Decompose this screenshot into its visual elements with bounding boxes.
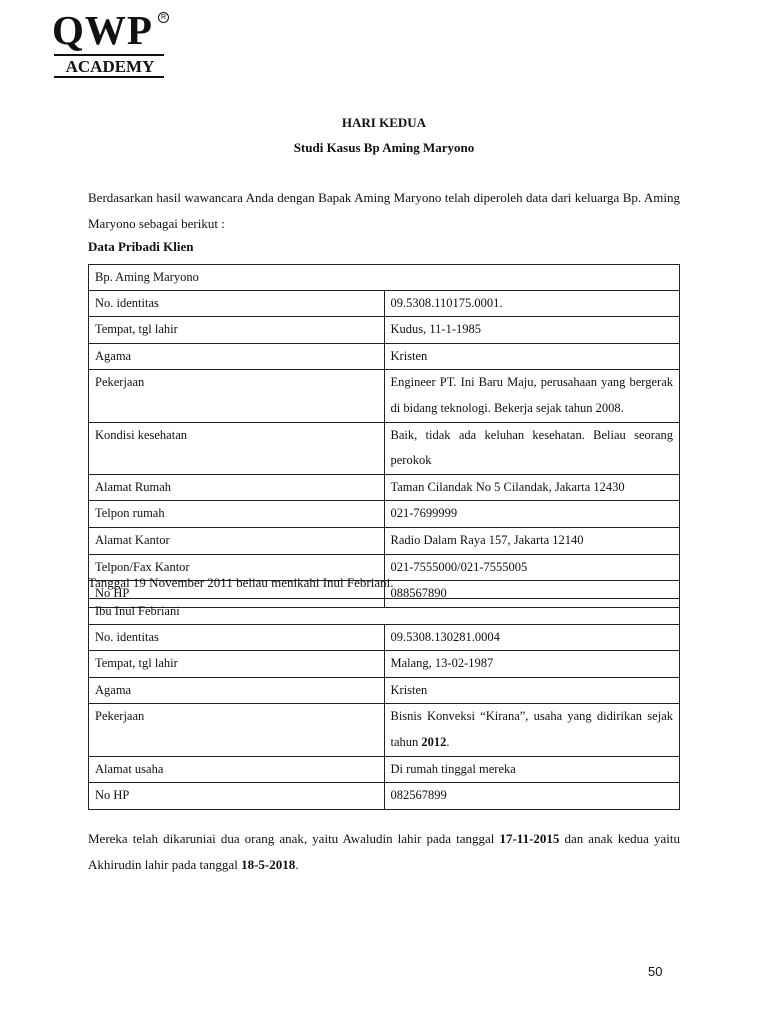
row-label: No HP	[89, 581, 385, 608]
row-label: Tempat, tgl lahir	[89, 651, 385, 678]
row-value	[384, 704, 680, 756]
logo-subtitle: ACADEMY	[65, 57, 155, 76]
row-value: Baik, tidak ada keluhan kesehatan. Beliau seorang perokok	[384, 422, 680, 474]
row-label: Alamat Kantor	[89, 527, 385, 554]
table-row	[89, 501, 680, 528]
page-subtitle: Studi Kasus Bp Aming Maryono	[293, 140, 475, 155]
row-label: Telpon rumah	[89, 501, 385, 528]
spouse-name-cell: Ibu Inul Febriani	[89, 599, 680, 625]
table-row	[89, 651, 680, 678]
row-label: Telpon/Fax Kantor	[89, 554, 385, 581]
marriage-note: Tanggal 19 November 2011 beliau menikahi Inul Febriani.	[88, 575, 394, 590]
table-row	[89, 756, 680, 783]
birth-date-1: 17-11-2015	[499, 831, 560, 846]
qwp-academy-logo	[50, 7, 170, 78]
table-row	[89, 290, 680, 317]
section-title: Data Pribadi Klien	[88, 239, 194, 254]
row-label: No HP	[89, 783, 385, 810]
job-text: Bisnis Konveksi “Kirana”, usaha yang didirikan sejak tahun	[390, 709, 673, 749]
row-value: Taman Cilandak No 5 Cilandak, Jakarta 12430	[384, 474, 680, 501]
row-value: Kristen	[384, 677, 680, 704]
row-label: Agama	[89, 677, 385, 704]
table-row	[89, 317, 680, 344]
row-label: Alamat Rumah	[89, 474, 385, 501]
page-number: 50	[648, 964, 663, 979]
table-row	[89, 370, 680, 422]
row-label: Tempat, tgl lahir	[89, 317, 385, 344]
children-text-1: Mereka telah dikaruniai dua orang anak, yaitu Awaludin lahir pada tanggal	[88, 831, 500, 846]
row-value: Malang, 13-02-1987	[384, 651, 680, 678]
table-row	[89, 527, 680, 554]
row-label: Kondisi kesehatan	[89, 422, 385, 474]
registered-mark-icon: R	[158, 12, 169, 23]
row-label: Agama	[89, 343, 385, 370]
table-row	[89, 677, 680, 704]
founding-year: 2012	[421, 734, 447, 749]
row-label: No. identitas	[89, 290, 385, 317]
row-value: Kudus, 11-1-1985	[384, 317, 680, 344]
row-value: Kristen	[384, 343, 680, 370]
row-value: 09.5308.110175.0001.	[384, 290, 680, 317]
logo-rule-top	[54, 54, 164, 56]
row-value: Di rumah tinggal mereka	[384, 756, 680, 783]
logo-wordmark: QWP	[52, 7, 153, 53]
table-row	[89, 624, 680, 651]
row-value: 088567890	[384, 581, 680, 608]
row-value: 021-7699999	[384, 501, 680, 528]
row-value: Radio Dalam Raya 157, Jakarta 12140	[384, 527, 680, 554]
page-title: HARI KEDUA	[341, 115, 427, 130]
children-paragraph	[88, 826, 680, 878]
row-label: Alamat usaha	[89, 756, 385, 783]
intro-paragraph: Berdasarkan hasil wawancara Anda dengan Bapak Aming Maryono telah diperoleh data dari keluarga Bp. Aming Maryono sebagai berikut :	[88, 190, 680, 231]
row-value: 09.5308.130281.0004	[384, 624, 680, 651]
row-value: 021-7555000/021-7555005	[384, 554, 680, 581]
spouse-data-table	[88, 598, 680, 810]
row-label: Pekerjaan	[89, 370, 385, 422]
table-header-row	[89, 265, 680, 291]
row-value: Engineer PT. Ini Baru Maju, perusahaan yang bergerak di bidang teknologi. Bekerja sejak tahun 2008.	[384, 370, 680, 422]
table-row	[89, 704, 680, 756]
children-text-2: dan anak kedua yaitu Akhirudin lahir pada tanggal	[88, 831, 681, 872]
table-row	[89, 783, 680, 810]
children-text-3: .	[295, 857, 299, 872]
row-label: No. identitas	[89, 624, 385, 651]
client-name-cell: Bp. Aming Maryono	[89, 265, 680, 291]
table-row	[89, 422, 680, 474]
row-label: Pekerjaan	[89, 704, 385, 756]
row-value: 082567899	[384, 783, 680, 810]
birth-date-2: 18-5-2018	[241, 857, 296, 872]
table-header-row	[89, 599, 680, 625]
job-text-end: .	[446, 734, 450, 749]
table-row	[89, 343, 680, 370]
table-row	[89, 474, 680, 501]
client-data-table	[88, 264, 680, 608]
logo-rule-bottom	[54, 76, 164, 78]
